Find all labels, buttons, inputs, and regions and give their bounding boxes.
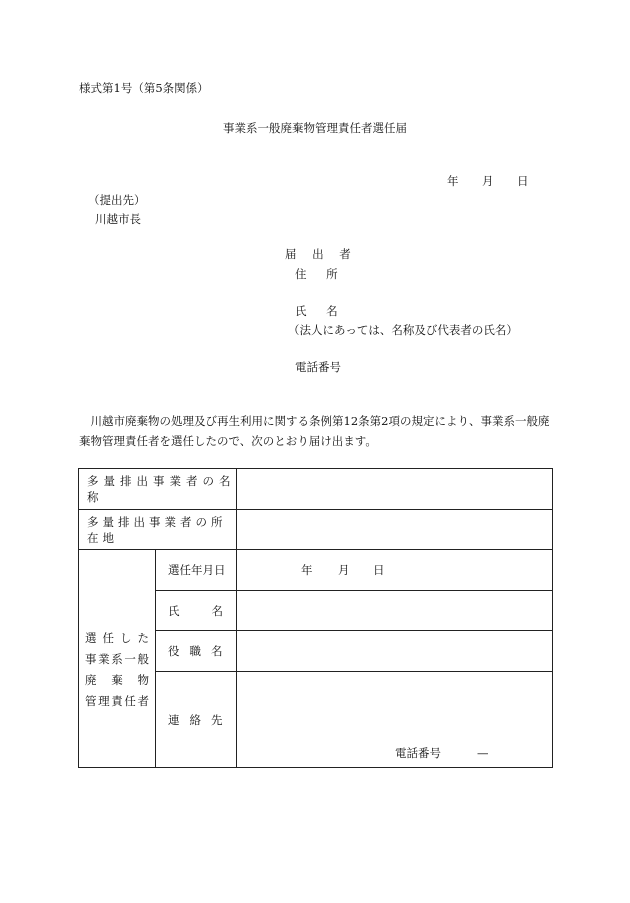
recipient-label: （提出先） [88, 193, 146, 207]
group-label-char: 般 [137, 651, 149, 666]
appointed-date-label: 選任年月日 [156, 550, 237, 591]
form-number: 様式第1号（第5条関係） [79, 81, 209, 95]
business-address-field[interactable] [237, 510, 553, 550]
group-label-char: 一 [124, 651, 136, 666]
group-label-line [85, 649, 149, 670]
recipient-name: 川越市長 [95, 212, 141, 226]
business-address-label: 多量排出事業者の所在地 [79, 510, 237, 550]
manager-position-field[interactable] [237, 631, 553, 672]
contact-label: 連絡先 [156, 672, 237, 768]
group-label-line [85, 670, 149, 691]
corp-note: （法人にあっては、名称及び代表者の氏名） [288, 323, 518, 337]
contact-field[interactable] [237, 672, 553, 768]
date-year-label: 年 [447, 174, 459, 188]
manager-name-label: 氏 名 [156, 591, 237, 631]
group-label-char: 任 [102, 630, 114, 645]
manager-name-field[interactable] [237, 591, 553, 631]
address-label: 住 所 [295, 267, 346, 281]
appointed-manager-group-label [79, 550, 156, 768]
appointed-month-label: 月 [338, 563, 350, 577]
group-label-char: 管 [85, 693, 97, 708]
date-month-label: 月 [482, 174, 494, 188]
business-name-label: 多量排出事業者の名称 [79, 469, 237, 510]
appointed-year-label: 年 [301, 563, 313, 577]
body-text-line-2: 棄物管理責任者を選任したので、次のとおり届け出ます。 [79, 434, 377, 448]
group-label-char: 選 [85, 630, 97, 645]
contact-phone-dash: — [477, 746, 489, 760]
form-table [78, 468, 553, 768]
group-label-char: 物 [137, 672, 149, 687]
body-text-line-1: 川越市廃棄物の処理及び再生利用に関する条例第12条第2項の規定により、事業系一般廃 [79, 414, 550, 428]
group-label-char: 理 [98, 693, 110, 708]
group-label-line [85, 691, 149, 712]
business-name-field[interactable] [237, 469, 553, 510]
group-label-char: 者 [137, 693, 149, 708]
page-title: 事業系一般廃棄物管理責任者選任届 [223, 121, 407, 135]
group-label-char: た [137, 630, 149, 645]
group-label-char: 任 [124, 693, 136, 708]
manager-position-label: 役職名 [156, 631, 237, 672]
group-label-char: 事 [85, 651, 97, 666]
contact-phone-label: 電話番号 [395, 746, 441, 760]
appointed-day-label: 日 [373, 563, 385, 577]
group-label-char: 責 [111, 693, 123, 708]
group-label-char: 業 [98, 651, 110, 666]
appointed-date-field[interactable] [237, 550, 553, 591]
date-day-label: 日 [517, 174, 529, 188]
group-label-char: 系 [111, 651, 123, 666]
applicant-heading: 届 出 者 [285, 247, 357, 261]
name-label: 氏 名 [295, 304, 346, 318]
phone-label: 電話番号 [295, 360, 341, 374]
group-label-char: 棄 [111, 672, 123, 687]
group-label-char: し [120, 630, 132, 645]
group-label-line [85, 628, 149, 649]
group-label-char: 廃 [85, 672, 97, 687]
